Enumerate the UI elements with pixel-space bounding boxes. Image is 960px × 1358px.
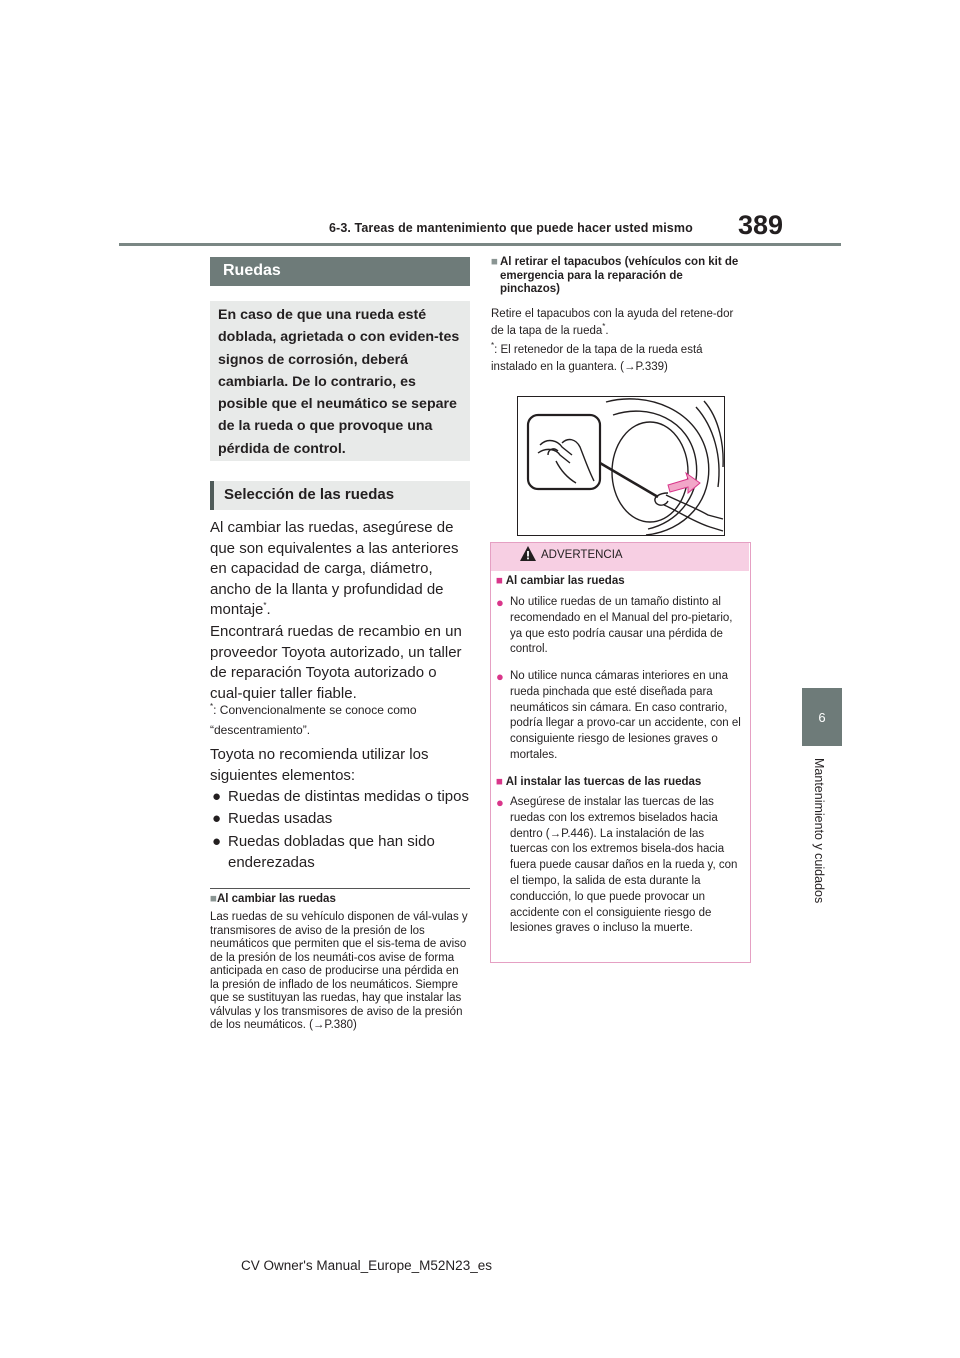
- chapter-tab: [802, 688, 842, 746]
- footer-text: CV Owner's Manual_Europe_M52N23_es: [241, 1258, 492, 1273]
- bullet-icon: ●: [496, 669, 504, 684]
- warning-title: ADVERTENCIA: [541, 549, 623, 561]
- subsection-title: Selección de las ruedas: [224, 486, 395, 503]
- warning-item-text: Asegúrese de instalar las tuercas de las ruedas con los extremos biselados hacia dentro (→P.446). La instalación de las tuercas con los extremos bisela-dos hacia fuera puede causar daños en la rueda y, con el tiempo, la salida de esta durante la conducción, lo que puede provocar un accidente con el consiguiente riesgo de lesiones graves o incluso la muerte.: [510, 796, 738, 935]
- info-body: [491, 306, 749, 340]
- intro-text: En caso de que una rueda esté doblada, agrietada o con eviden-tes signos de corrosión, deberá cambiarla. De lo contrario, es posible que el neumático se separe de la rueda o que provoque una pérdida de control.: [218, 307, 460, 457]
- section-header: 6-3. Tareas de mantenimiento que puede hacer usted mismo: [329, 221, 693, 235]
- divider: [210, 888, 470, 889]
- list-item-text: Ruedas usadas: [228, 810, 333, 827]
- bullet-icon: ●: [496, 795, 504, 810]
- warning-heading-text: Al cambiar las ruedas: [505, 575, 625, 587]
- footnote: [491, 342, 749, 376]
- warning-item-text: No utilice ruedas de un tamaño distinto al recomendado en el Manual del pro-pietario, ya que esto podría causar una pérdida de control.: [510, 596, 733, 656]
- hubcap-drawing: [518, 397, 724, 535]
- info-heading-text: Al retirar el tapacubos (vehículos con kit de emergencia para la reparación de pinchazos): [499, 256, 739, 295]
- header-rule: [119, 243, 841, 246]
- list-item-text: Ruedas de distintas medidas o tipos: [228, 788, 469, 805]
- square-bullet-icon: ■: [210, 893, 217, 905]
- section-title-bar: [210, 257, 470, 286]
- chapter-number: 6: [818, 709, 826, 725]
- bullet-icon: ●: [212, 810, 222, 827]
- chapter-label: Mantenimiento y cuidados: [812, 758, 826, 904]
- paragraph-end: .: [266, 601, 271, 618]
- footnote-text: : Convencionalmente se conoce como “descentramiento”.: [210, 703, 417, 737]
- info-body-end: .: [605, 325, 609, 337]
- footnote-text: : El retenedor de la tapa de la rueda está instalado en la guantera. (→P.339): [491, 344, 703, 373]
- warning-heading-text: Al instalar las tuercas de las ruedas: [505, 776, 702, 788]
- info-heading-text: Al cambiar las ruedas: [216, 893, 336, 905]
- footnote-mark: *: [491, 341, 495, 351]
- hubcap-illustration: [517, 396, 725, 536]
- list-item-text: Ruedas dobladas que han sido enderezadas: [228, 833, 435, 871]
- warning-item-text: No utilice nunca cámaras interiores en una rueda pinchada que esté diseñada para neumáticos sin cámara. En caso contrario, podría llegar a provo-car un accidente, con el consiguiente riesgo de lesiones graves o mortales.: [510, 670, 741, 761]
- section-title: Ruedas: [223, 262, 281, 279]
- square-bullet-icon: ■: [496, 776, 503, 788]
- page-number: 389: [738, 210, 784, 240]
- direction-arrow-icon: [668, 473, 700, 493]
- bullet-icon: ●: [212, 788, 222, 805]
- info-body-text: Retire el tapacubos con la ayuda del retene-dor de la tapa de la rueda: [491, 308, 734, 337]
- footnote-mark: *: [602, 322, 606, 332]
- paragraph-suppliers: Encontrará ruedas de recambio en un proveedor Toyota autorizado, un taller de reparación Toyota autorizado o cual-quier taller fiable.: [210, 623, 462, 702]
- bullet-icon: ●: [212, 833, 222, 850]
- info-body: Las ruedas de su vehículo disponen de vál-vulas y transmisores de aviso de la presión de los neumáticos que permiten que el sis-tema de aviso de la presión de los neumáti-cos avise de forma anticipada en caso de producirse una pérdida en la presión de inflado de los neumáticos. Siempre que se sustituyan las ruedas, hay que instalar las válvulas y los transmisores de aviso de la presión de los neumáticos. (→P.380): [210, 911, 468, 1031]
- footnote-mark: *: [263, 601, 267, 610]
- square-bullet-icon: ■: [496, 575, 503, 587]
- subsection-accent: [210, 481, 214, 510]
- warning-heading: [496, 776, 701, 788]
- square-bullet-icon: ■: [491, 256, 498, 268]
- paragraph-selection: [210, 518, 472, 621]
- subsection-title-bar: [210, 481, 470, 510]
- paragraph-text: Al cambiar las ruedas, asegúrese de que son equivalentes a las anteriores en capacidad de carga, diámetro, ancho de la llanta y profundidad de montaje: [210, 519, 459, 618]
- warning-heading: [496, 575, 625, 587]
- info-heading: [491, 256, 749, 297]
- paragraph-recommendation: Toyota no recomienda utilizar los siguientes elementos:: [210, 746, 429, 784]
- warning-triangle-icon: [520, 546, 536, 561]
- bullet-icon: ●: [496, 595, 504, 610]
- info-heading: [210, 893, 336, 905]
- footnote-mark: *: [210, 702, 214, 711]
- footnote: [210, 700, 472, 740]
